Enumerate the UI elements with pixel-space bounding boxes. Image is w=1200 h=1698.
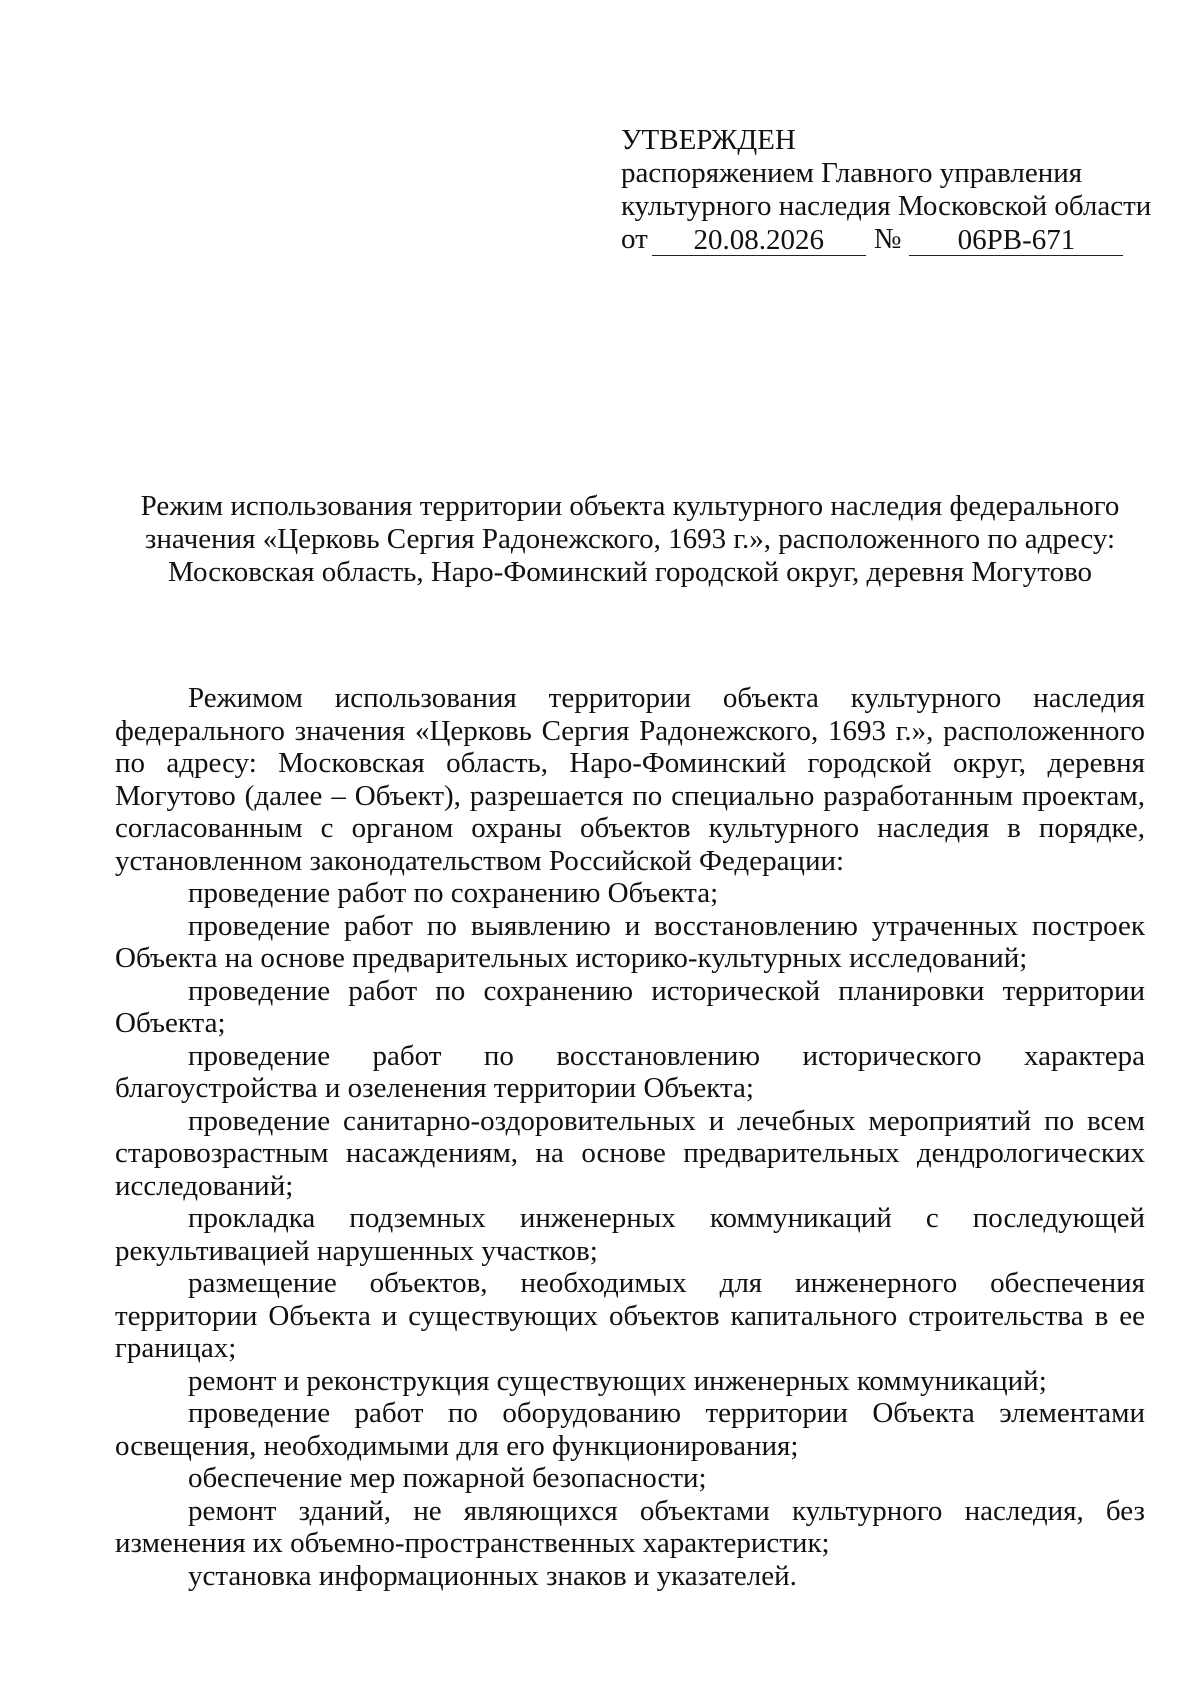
document-title [115,490,1145,589]
list-item: проведение работ по выявлению и восстановлению утраченных построек Объекта на основе предварительных историко-культурных исследований; [115,909,1145,974]
list-item: проведение санитарно-оздоровительных и лечебных мероприятий по всем старовозрастным насаждениям, на основе предварительных дендрологических исследований; [115,1104,1145,1202]
list-item: ремонт и реконструкция существующих инженерных коммуникаций; [188,1364,1047,1397]
list-item: проведение работ по восстановлению исторического характера благоустройства и озеленения территории Объекта; [115,1039,1145,1104]
title-line-3: Московская область, Наро-Фоминский городской округ, деревня Могутово [167,556,1093,588]
list-item: проведение работ по сохранению Объекта; [188,877,719,909]
approval-line-2: культурного наследия Московской области [621,190,1152,222]
approval-heading: УТВЕРЖДЕН [621,124,796,156]
list-item: установка информационных знаков и указателей. [188,1559,797,1592]
title-line-1: Режим использования территории объекта культурного наследия федерального [140,490,1120,522]
approval-stamp-block [621,124,1181,256]
list-item: проведение работ по оборудованию территории Объекта элементами освещения, необходимыми для его функционирования; [115,1397,1145,1462]
list-item: проведение работ по сохранению исторической планировки территории Объекта; [115,974,1145,1039]
intro-paragraph: Режимом использования территории объекта культурного наследия федерального значения «Церковь Сергия Радонежского, 1693 г.», расположенного по адресу: Московская область, Наро-Фоминский городской округ, деревня Могутово (далее – Объект), разрешается по специально разработанным проектам, согласованным с органом охраны объектов культурного наследия в порядке, установленном законодательством Российской Федерации: [115,682,1145,877]
list-item: обеспечение мер пожарной безопасности; [188,1462,707,1494]
number-label: № [873,223,902,255]
list-item: ремонт зданий, не являющихся объектами культурного наследия, без изменения их объемно-пространственных характеристик; [115,1494,1145,1559]
title-line-2: значения «Церковь Сергия Радонежского, 1693 г.», расположенного по адресу: [144,523,1116,555]
approval-line-1: распоряжением Главного управления [621,157,1083,189]
approval-date: 20.08.2026 [652,225,866,256]
document-body [115,682,1145,1592]
list-item: размещение объектов, необходимых для инженерного обеспечения территории Объекта и существующих объектов капитального строительства в ее границах; [115,1267,1145,1364]
list-item: прокладка подземных инженерных коммуникаций с последующей рекультивацией нарушенных участков; [115,1202,1145,1267]
from-label: от [621,223,648,255]
approval-date-number-line [621,223,1181,256]
approval-number: 06РВ-671 [909,225,1123,256]
